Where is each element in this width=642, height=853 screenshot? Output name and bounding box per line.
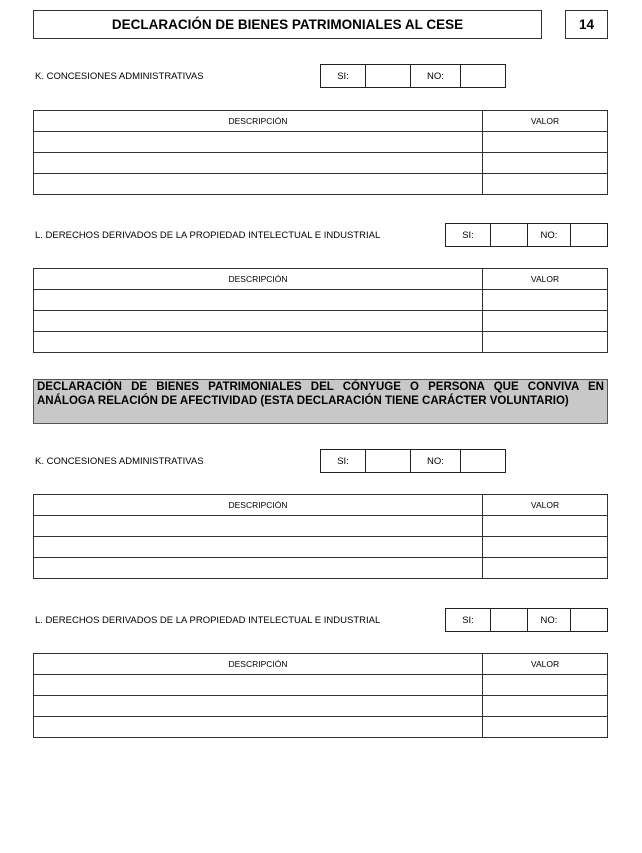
table-row xyxy=(34,675,608,696)
description-cell[interactable] xyxy=(34,717,483,738)
column-header-description: DESCRIPCIÓN xyxy=(34,495,483,516)
value-cell[interactable] xyxy=(483,311,608,332)
section-k-table xyxy=(33,110,608,195)
description-cell[interactable] xyxy=(34,332,483,353)
column-header-value: VALOR xyxy=(483,111,608,132)
spouse-declaration-banner: DECLARACIÓN DE BIENES PATRIMONIALES DEL CÓNYUGE O PERSONA QUE CONVIVA EN ANÁLOGA RELACIÓN DE AFECTIVIDAD (ESTA DECLARACIÓN TIENE CARÁCTER VOLUNTARIO) xyxy=(33,379,608,424)
table-header-row xyxy=(34,495,608,516)
no-checkbox[interactable] xyxy=(571,609,607,631)
description-cell[interactable] xyxy=(34,311,483,332)
description-cell[interactable] xyxy=(34,132,483,153)
table-header-row xyxy=(34,111,608,132)
value-cell[interactable] xyxy=(483,290,608,311)
table-row xyxy=(34,290,608,311)
table-row xyxy=(34,558,608,579)
description-cell[interactable] xyxy=(34,696,483,717)
description-cell[interactable] xyxy=(34,153,483,174)
table-row xyxy=(34,332,608,353)
section-k-label: K. CONCESIONES ADMINISTRATIVAS xyxy=(35,71,204,82)
table-header-row xyxy=(34,654,608,675)
yes-checkbox[interactable] xyxy=(366,450,411,472)
table-row xyxy=(34,516,608,537)
column-header-description: DESCRIPCIÓN xyxy=(34,111,483,132)
spouse-section-l-yes-no xyxy=(445,608,608,632)
yes-checkbox[interactable] xyxy=(491,609,528,631)
table-row xyxy=(34,696,608,717)
description-cell[interactable] xyxy=(34,558,483,579)
table-row xyxy=(34,311,608,332)
column-header-value: VALOR xyxy=(483,269,608,290)
table-header-row xyxy=(34,269,608,290)
description-cell[interactable] xyxy=(34,174,483,195)
column-header-value: VALOR xyxy=(483,495,608,516)
yes-label: SI: xyxy=(446,224,491,246)
column-header-description: DESCRIPCIÓN xyxy=(34,654,483,675)
description-cell[interactable] xyxy=(34,537,483,558)
no-label: NO: xyxy=(528,224,571,246)
section-k-yes-no xyxy=(320,64,506,88)
table-row xyxy=(34,717,608,738)
value-cell[interactable] xyxy=(483,558,608,579)
column-header-value: VALOR xyxy=(483,654,608,675)
section-l-yes-no xyxy=(445,223,608,247)
value-cell[interactable] xyxy=(483,516,608,537)
yes-label: SI: xyxy=(321,450,366,472)
value-cell[interactable] xyxy=(483,332,608,353)
section-l-label: L. DERECHOS DERIVADOS DE LA PROPIEDAD INTELECTUAL E INDUSTRIAL xyxy=(35,230,381,241)
value-cell[interactable] xyxy=(483,174,608,195)
description-cell[interactable] xyxy=(34,290,483,311)
page-title: DECLARACIÓN DE BIENES PATRIMONIALES AL CESE xyxy=(33,10,542,39)
value-cell[interactable] xyxy=(483,675,608,696)
spouse-section-l-label: L. DERECHOS DERIVADOS DE LA PROPIEDAD INTELECTUAL E INDUSTRIAL xyxy=(35,615,381,626)
value-cell[interactable] xyxy=(483,696,608,717)
spouse-section-l-table xyxy=(33,653,608,738)
description-cell[interactable] xyxy=(34,516,483,537)
table-row xyxy=(34,153,608,174)
value-cell[interactable] xyxy=(483,132,608,153)
description-cell[interactable] xyxy=(34,675,483,696)
value-cell[interactable] xyxy=(483,717,608,738)
value-cell[interactable] xyxy=(483,537,608,558)
table-row xyxy=(34,537,608,558)
no-checkbox[interactable] xyxy=(571,224,607,246)
spouse-section-k-table xyxy=(33,494,608,579)
yes-label: SI: xyxy=(321,65,366,87)
spouse-section-k-label: K. CONCESIONES ADMINISTRATIVAS xyxy=(35,456,204,467)
value-cell[interactable] xyxy=(483,153,608,174)
page-number: 14 xyxy=(565,10,608,39)
no-checkbox[interactable] xyxy=(461,65,505,87)
spouse-section-k-yes-no xyxy=(320,449,506,473)
no-label: NO: xyxy=(528,609,571,631)
yes-label: SI: xyxy=(446,609,491,631)
section-l-table xyxy=(33,268,608,353)
yes-checkbox[interactable] xyxy=(366,65,411,87)
table-row xyxy=(34,132,608,153)
column-header-description: DESCRIPCIÓN xyxy=(34,269,483,290)
yes-checkbox[interactable] xyxy=(491,224,528,246)
table-row xyxy=(34,174,608,195)
no-label: NO: xyxy=(411,450,461,472)
no-label: NO: xyxy=(411,65,461,87)
no-checkbox[interactable] xyxy=(461,450,505,472)
